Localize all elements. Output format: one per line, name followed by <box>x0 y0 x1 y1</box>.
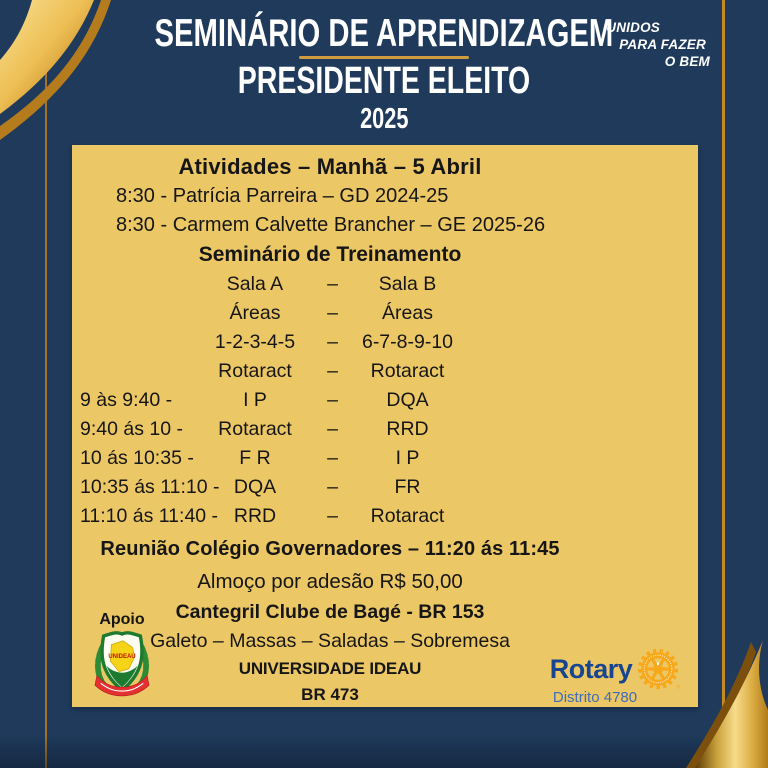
room-a-value: DQA <box>233 476 277 498</box>
room-b-value: I P <box>395 447 420 469</box>
separator-dash: – <box>327 418 338 440</box>
schedule-time <box>80 357 200 386</box>
room-b-value: Áreas <box>382 302 433 324</box>
schedule-time <box>80 328 200 357</box>
room-a-value: F R <box>239 447 271 469</box>
motto-line2: PARA FAZER <box>619 36 706 52</box>
schedule-row <box>80 444 588 473</box>
schedule-time: 10 ás 10:35 - <box>80 447 194 469</box>
schedule-row <box>80 502 588 531</box>
schedule-row <box>80 328 588 357</box>
room-b-value: FR <box>394 476 421 498</box>
rotary-logo-block <box>540 647 690 706</box>
governors-meeting-line: Reunião Colégio Governadores – 11:20 ás 11:45 <box>100 538 560 560</box>
room-a-value: 1-2-3-4-5 <box>214 331 296 353</box>
separator-dash: – <box>327 331 338 353</box>
room-b-value: Sala B <box>378 273 437 295</box>
room-a-value: I P <box>243 389 267 411</box>
separator-dash: – <box>327 505 338 527</box>
support-block <box>88 611 156 704</box>
rotary-wheel-icon <box>636 647 680 691</box>
page-title-line2: PRESIDENTE ELEITO <box>237 60 531 102</box>
room-b-value: Rotaract <box>370 505 445 527</box>
event-year: 2025 <box>359 103 409 135</box>
activities-title: Atividades – Manhã – 5 Abril <box>178 154 482 179</box>
room-b-value: DQA <box>386 389 429 411</box>
speaker-line: 8:30 - Patrícia Parreira – GD 2024-25 <box>116 185 449 207</box>
separator-dash: – <box>327 389 338 411</box>
motto-line1: UNIDOS <box>606 20 660 35</box>
room-a-value: Sala A <box>226 273 284 295</box>
schedule-row <box>80 415 588 444</box>
schedule-row <box>80 299 588 328</box>
separator-dash: – <box>327 273 338 295</box>
seminar-title: Seminário de Treinamento <box>198 243 462 266</box>
speaker-line: 8:30 - Carmem Calvette Brancher – GE 2025-26 <box>116 214 546 236</box>
rotary-logo-row <box>540 647 690 691</box>
schedule-time <box>80 270 200 299</box>
schedule-row <box>80 473 588 502</box>
motto <box>606 20 710 71</box>
schedule-row <box>80 357 588 386</box>
separator-dash: – <box>327 476 338 498</box>
room-a-value: Áreas <box>229 302 281 324</box>
separator-dash: – <box>327 302 338 324</box>
schedule-time: 9 às 9:40 - <box>80 389 173 411</box>
road-line: BR 473 <box>301 685 359 704</box>
university-line: UNIVERSIDADE IDEAU <box>238 659 422 678</box>
schedule-time: 9:40 ás 10 - <box>80 418 183 440</box>
title-underline <box>299 56 469 59</box>
venue-line: Cantegril Clube de Bagé - BR 153 <box>175 601 485 623</box>
schedule-table <box>72 270 588 531</box>
room-b-value: RRD <box>386 418 429 440</box>
schedule-time: 11:10 ás 11:40 - <box>80 505 219 527</box>
svg-text:UNIDEAU: UNIDEAU <box>108 654 136 661</box>
unideau-crest-icon <box>93 629 151 699</box>
rotary-district-label: Distrito 4780 <box>552 689 638 706</box>
motto-line3: O BEM <box>664 53 710 69</box>
room-a-value: Rotaract <box>218 418 292 440</box>
lunch-line: Almoço por adesão R$ 50,00 <box>197 570 463 593</box>
svg-text:®: ® <box>676 684 681 691</box>
schedule-row <box>80 270 588 299</box>
support-label: Apoio <box>99 611 145 628</box>
room-b-value: 6-7-8-9-10 <box>361 331 454 353</box>
schedule-time <box>80 299 200 328</box>
room-a-value: RRD <box>233 505 277 527</box>
separator-dash: – <box>327 447 338 469</box>
room-b-value: Rotaract <box>370 360 445 382</box>
rotary-wordmark: Rotary <box>549 653 633 684</box>
separator-dash: – <box>327 360 338 382</box>
room-a-value: Rotaract <box>218 360 292 382</box>
schedule-card <box>72 145 698 707</box>
menu-line: Galeto – Massas – Saladas – Sobremesa <box>150 630 510 652</box>
schedule-time: 10:35 ás 11:10 - <box>80 476 220 498</box>
page-title-line1: SEMINÁRIO DE APRENDIZAGEM <box>154 12 614 55</box>
schedule-row <box>80 386 588 415</box>
